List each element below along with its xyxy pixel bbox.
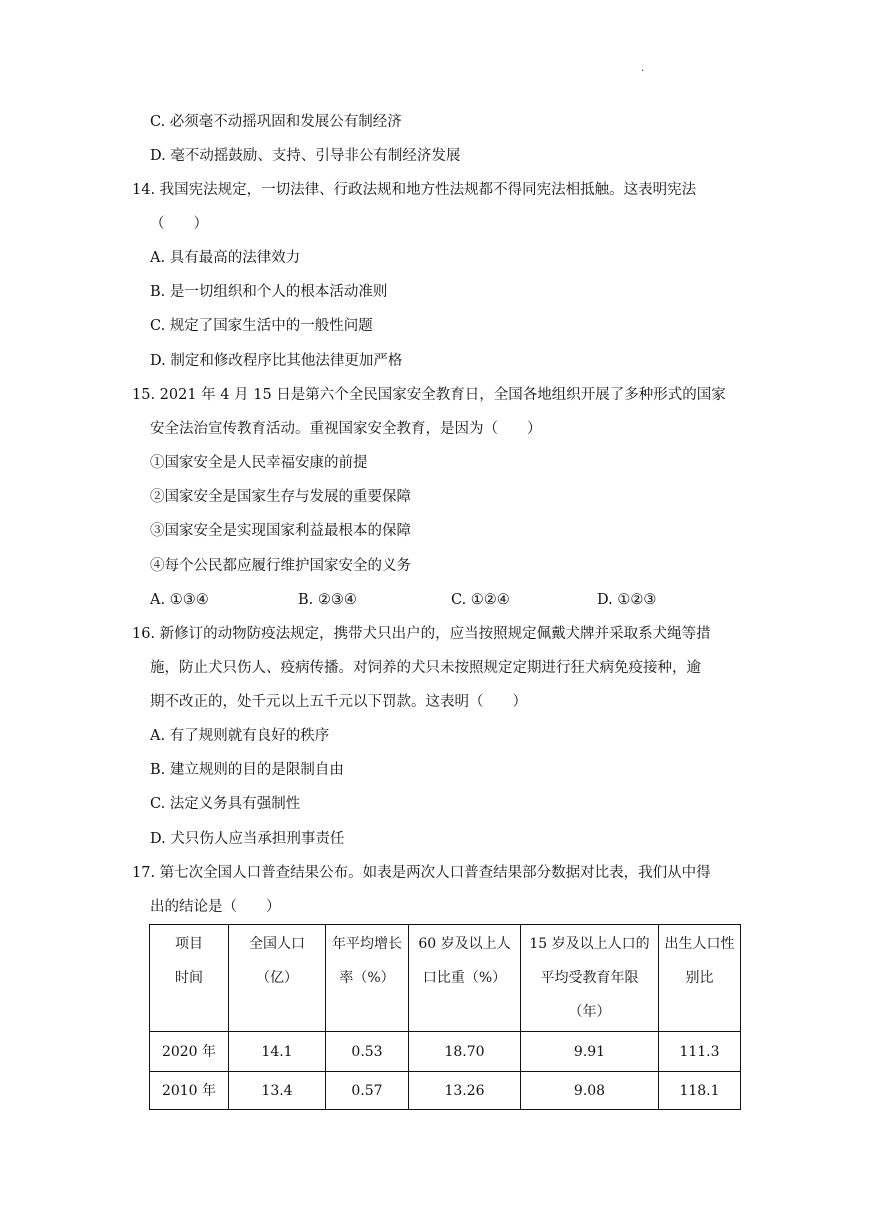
- q15-item-4: ④每个公民都应履行维护国家安全的义务: [150, 558, 411, 574]
- header-text: 出生人口性: [664, 936, 735, 952]
- q14-option-a: A. 具有最高的法律效力: [150, 250, 301, 266]
- table-cell: 9.08: [521, 1072, 659, 1110]
- q15-option-c: C. ①②④: [451, 592, 510, 608]
- table-cell: 18.70: [409, 1032, 521, 1072]
- table-cell: 9.91: [521, 1032, 659, 1072]
- header-growth-rate: [326, 925, 409, 1032]
- q13-option-c: C. 必须毫不动摇巩固和发展公有制经济: [150, 114, 402, 130]
- q15-item-3: ③国家安全是实现国家利益最根本的保障: [150, 523, 411, 539]
- header-mark: ·: [641, 66, 645, 77]
- q16-option-a: A. 有了规则就有良好的秩序: [150, 728, 330, 744]
- table-row: [150, 1032, 741, 1072]
- table-cell: 2010 年: [150, 1072, 229, 1110]
- header-text: 年平均增长: [332, 936, 402, 952]
- q15-item-1: ①国家安全是人民幸福安康的前提: [150, 455, 368, 471]
- q16-stem-line3: 期不改正的，处千元以上五千元以下罚款。这表明（ ）: [150, 694, 527, 710]
- table-cell: 2020 年: [150, 1032, 229, 1072]
- table-cell: 13.4: [229, 1072, 326, 1110]
- header-text: 60 岁及以上人: [418, 936, 511, 952]
- q14-stem-line1: 14. 我国宪法规定，一切法律、行政法规和地方性法规都不得同宪法相抵触。这表明宪法: [132, 182, 697, 198]
- header-text: 全国人口: [249, 936, 305, 952]
- q14-option-d: D. 制定和修改程序比其他法律更加严格: [150, 353, 403, 369]
- header-text: 时间: [175, 970, 203, 986]
- header-text: 率（%）: [339, 970, 395, 986]
- q14-stem-line2: （ ）: [150, 216, 208, 232]
- q15-option-a: A. ①③④: [150, 592, 209, 608]
- table-cell: 0.53: [326, 1032, 409, 1072]
- q16-stem-line1: 16. 新修订的动物防疫法规定，携带犬只出户的，应当按照规定佩戴犬牌并采取系犬绳等措: [132, 626, 711, 642]
- header-text: 口比重（%）: [422, 970, 507, 986]
- q17-stem-line1: 17. 第七次全国人口普查结果公布。如表是两次人口普查结果部分数据对比表，我们从中得: [132, 865, 711, 881]
- q16-option-c: C. 法定义务具有强制性: [150, 796, 301, 812]
- header-text: 平均受教育年限: [540, 970, 639, 986]
- q16-stem-line2: 施，防止犬只伤人、疫病传播。对饲养的犬只未按照规定定期进行狂犬病免疫接种，逾: [150, 660, 701, 676]
- q17-stem-line2: 出的结论是（ ）: [150, 899, 281, 915]
- table-header-row: [150, 925, 741, 1032]
- q15-stem-line1: 15. 2021 年 4 月 15 日是第六个全民国家安全教育日，全国各地组织开展了多种形式的国家: [132, 387, 726, 403]
- table-cell: 14.1: [229, 1032, 326, 1072]
- header-text: 别比: [685, 970, 714, 986]
- header-text: （年）: [568, 1004, 611, 1020]
- q16-option-b: B. 建立规则的目的是限制自由: [150, 762, 344, 778]
- header-item-time: [150, 925, 229, 1032]
- q14-option-c: C. 规定了国家生活中的一般性问题: [150, 318, 373, 334]
- q15-option-d: D. ①②③: [597, 592, 657, 608]
- table-row: [150, 1072, 741, 1110]
- table-cell: 111.3: [659, 1032, 741, 1072]
- header-elderly-share: [409, 925, 521, 1032]
- q15-option-b: B. ②③④: [298, 592, 357, 608]
- q13-option-d: D. 毫不动摇鼓励、支持、引导非公有制经济发展: [150, 148, 461, 164]
- q16-option-d: D. 犬只伤人应当承担刑事责任: [150, 831, 345, 847]
- q15-stem-line2: 安全法治宣传教育活动。重视国家安全教育，是因为（ ）: [150, 421, 542, 437]
- table-cell: 118.1: [659, 1072, 741, 1110]
- header-education-years: [521, 925, 659, 1032]
- header-population: [229, 925, 326, 1032]
- q14-option-b: B. 是一切组织和个人的根本活动准则: [150, 284, 388, 300]
- header-text: 项目: [175, 936, 203, 952]
- census-comparison-table: [149, 924, 741, 1110]
- header-text: 15 岁及以上人口的: [529, 936, 650, 952]
- table-cell: 0.57: [326, 1072, 409, 1110]
- header-text: （亿）: [256, 970, 298, 986]
- q15-item-2: ②国家安全是国家生存与发展的重要保障: [150, 489, 411, 505]
- table-cell: 13.26: [409, 1072, 521, 1110]
- header-sex-ratio: [659, 925, 741, 1032]
